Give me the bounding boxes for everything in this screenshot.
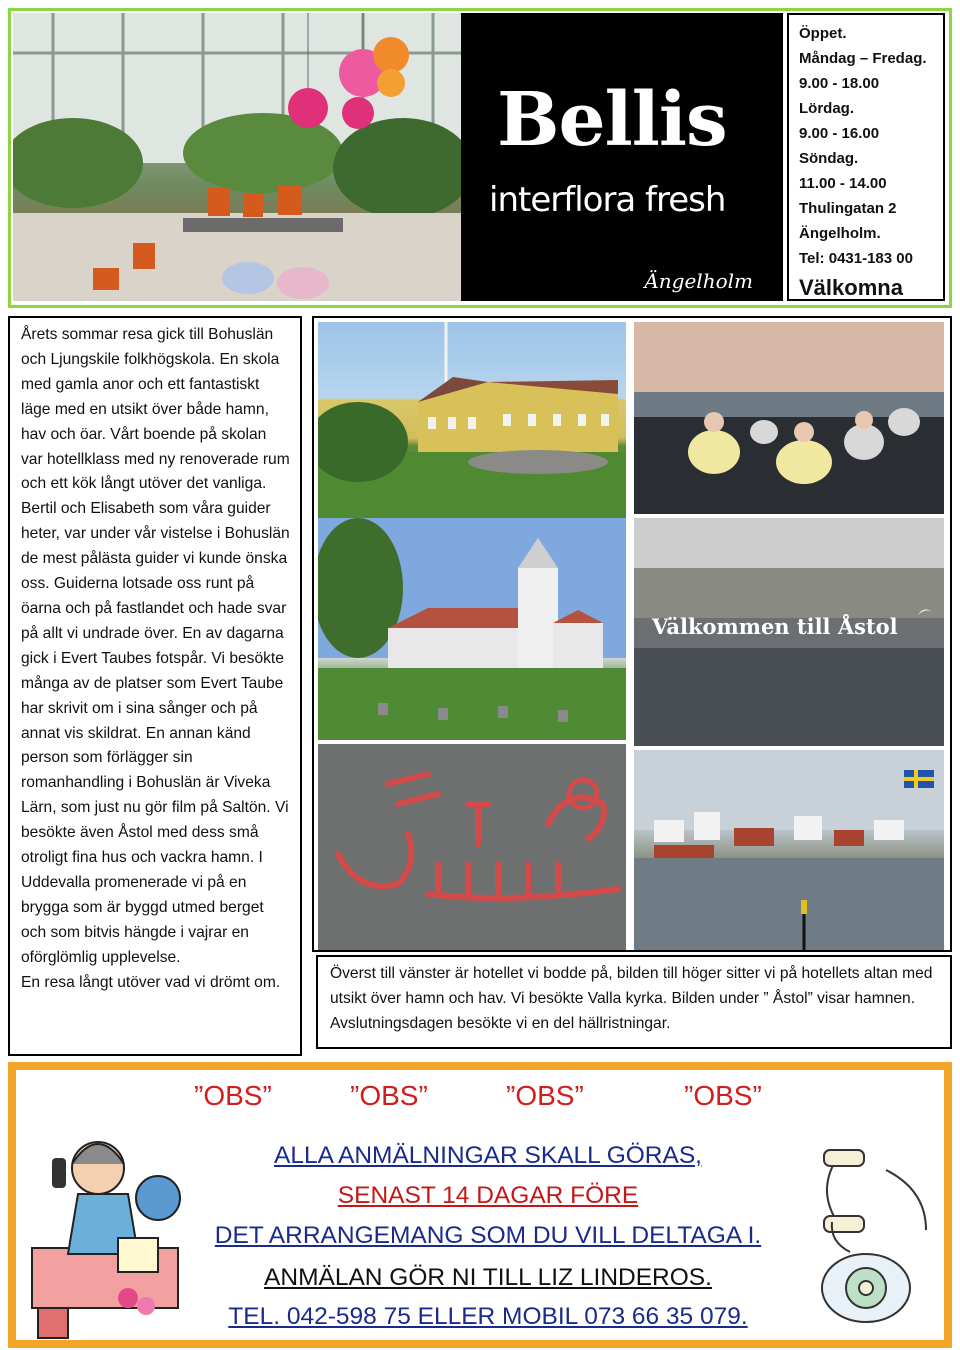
hours-line: Måndag – Fredag. <box>799 50 927 67</box>
story-closing: En resa långt utöver vad vi drömt om. <box>21 973 281 991</box>
hours-line: Ängelholm. <box>799 225 881 242</box>
hotel-photo <box>318 322 626 522</box>
obs-label: ”OBS” <box>350 1080 428 1111</box>
hours-line: Thulingatan 2 <box>799 200 897 217</box>
hours-line: Söndag. <box>799 150 859 167</box>
photo-caption <box>316 955 952 1049</box>
rock-carvings-photo <box>318 744 626 950</box>
astol-harbour-photo <box>634 750 944 950</box>
trip-story <box>8 316 302 1056</box>
hotel-terrace-photo <box>634 322 944 514</box>
hours-line: 11.00 - 14.00 <box>799 175 887 192</box>
notice-line: TEL. 042-598 75 ELLER MOBIL 073 66 35 079. <box>228 1303 748 1330</box>
obs-label: ”OBS” <box>506 1080 584 1111</box>
astol-sign-photo <box>634 518 944 746</box>
obs-label: ”OBS” <box>194 1080 272 1111</box>
hours-line: 9.00 - 18.00 <box>799 75 880 92</box>
notice-line: ANMÄLAN GÖR NI TILL LIZ LINDEROS. <box>264 1264 712 1291</box>
hours-line: 9.00 - 16.00 <box>799 125 880 142</box>
telephone-icon <box>816 1140 942 1330</box>
hours-line: Tel: 0431-183 00 <box>799 250 913 267</box>
flower-shop-photo <box>13 13 461 301</box>
caption-text: Överst till vänster är hotellet vi bodde på, bilden till höger sitter vi på hotellets altan med utsikt över hamn och hav. Vi besökte Valla kyrka. Bilden under ” Åstol” visar hamnen. Avslutningsdagen besökte vi en del hällristningar. <box>330 965 933 1032</box>
hours-line: Öppet. <box>799 25 847 42</box>
bellis-logo <box>461 13 783 301</box>
logo-name: Bellis <box>497 77 727 163</box>
notice-line: ALLA ANMÄLNINGAR SKALL GÖRAS, <box>273 1142 702 1169</box>
header-banner <box>8 8 952 308</box>
hours-line: Lördag. <box>799 100 854 117</box>
logo-subtitle: interflora fresh <box>489 180 726 220</box>
flower-shop-illustration <box>13 13 461 301</box>
notice-line: DET ARRANGEMANG SOM DU VILL DELTAGA I. <box>214 1222 762 1249</box>
astol-sign-text: Välkommen till Åstol <box>652 614 898 639</box>
obs-notice <box>8 1062 952 1348</box>
obs-label: ”OBS” <box>684 1080 762 1111</box>
header-inner <box>11 11 949 305</box>
person-on-phone-icon <box>28 1128 182 1340</box>
valla-church-photo <box>318 518 626 740</box>
opening-hours-box <box>787 13 945 301</box>
welcome-text: Välkomna <box>799 275 903 300</box>
logo-place: Ängelholm <box>644 269 753 293</box>
story-text: Årets sommar resa gick till Bohuslän och Ljungskile folkhögskola. En skola med gamla anor och ett fantastiskt läge med en utsikt över både hamn, hav och öar. Vårt boende på skolan var hotellklass med ny renoverade rum och ett kök långt utöver det vanliga. Bertil och Elisabeth som våra guider heter, var under vår vistelse i Bohuslän de mest pålästa guider vi kunde önska oss. Guiderna lotsade oss runt på öarna och på fastlandet och hade svar på allt vi undrade över. En av dagarna gick i Evert Taubes fotspår. Vi besökte många av de platser som Evert Taube har skrivit om i sina sånger och på annat vis skildrat. En annan känd person som förlägger sin romanhandling i Bohuslän är Viveka Lärn, som just nu gör film på Saltön. Vi besökte även Åstol med dess små otroligt fina hus och vackra hamn. I Uddevalla promenerade vi på en brygga som är byggd utmed berget och som bitvis hängde i vajrar en oförglömlig upplevelse. <box>21 326 290 966</box>
obs-row <box>16 1080 944 1120</box>
notice-line: SENAST 14 DAGAR FÖRE <box>337 1182 639 1209</box>
photo-collage <box>312 316 952 952</box>
